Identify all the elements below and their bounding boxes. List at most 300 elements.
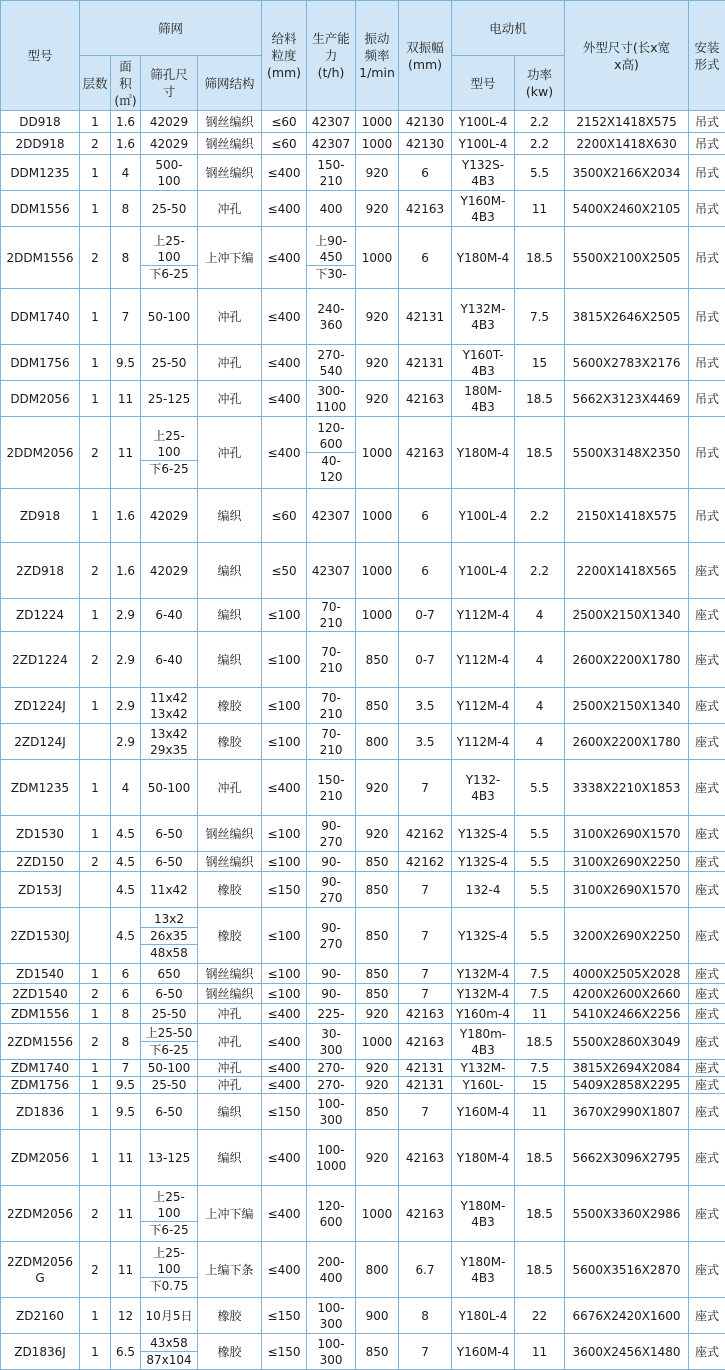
row-motor-power: 18.5 bbox=[515, 417, 565, 489]
row-capacity: 70- 210 bbox=[307, 632, 356, 688]
row-frequency: 850 bbox=[356, 632, 399, 688]
row-capacity-part: 120- 600 bbox=[317, 421, 345, 451]
row-model: ZD1836 bbox=[1, 1094, 80, 1130]
row-capacity: 30- 300 bbox=[307, 1024, 356, 1060]
row-motor-model: Y132M-4 bbox=[452, 984, 515, 1004]
col-header-capacity: 生产能 力 (t/h) bbox=[307, 1, 356, 111]
row-frequency: 1000 bbox=[356, 227, 399, 289]
row-frequency: 1000 bbox=[356, 489, 399, 543]
table-row bbox=[1, 1130, 725, 1186]
row-dimensions: 5400X2460X2105 bbox=[565, 191, 689, 227]
row-feed-size: ≤100 bbox=[262, 908, 307, 964]
row-model: ZDM2056 bbox=[1, 1130, 80, 1186]
row-install: 座式 bbox=[689, 632, 725, 688]
row-feed-size: ≤400 bbox=[262, 381, 307, 417]
row-install: 吊式 bbox=[689, 489, 725, 543]
row-capacity: 70- 210 bbox=[307, 688, 356, 724]
row-structure: 编织 bbox=[198, 599, 262, 632]
row-amplitude: 42162 bbox=[399, 816, 452, 852]
row-frequency: 850 bbox=[356, 1094, 399, 1130]
row-dimensions: 5410X2466X2256 bbox=[565, 1004, 689, 1024]
row-motor-model: Y160M- 4B3 bbox=[452, 191, 515, 227]
row-capacity: 100- 300 bbox=[307, 1298, 356, 1334]
row-motor-power: 2.2 bbox=[515, 489, 565, 543]
row-structure: 冲孔 bbox=[198, 345, 262, 381]
row-frequency: 920 bbox=[356, 289, 399, 345]
row-install: 吊式 bbox=[689, 133, 725, 155]
row-feed-size: ≤400 bbox=[262, 155, 307, 191]
row-area: 6 bbox=[111, 984, 141, 1004]
row-structure: 橡胶 bbox=[198, 1334, 262, 1370]
row-structure: 钢丝编织 bbox=[198, 852, 262, 872]
row-layers: 1 bbox=[80, 1334, 111, 1370]
table-row bbox=[1, 1077, 725, 1094]
row-area: 9.5 bbox=[111, 1077, 141, 1094]
row-motor-power: 4 bbox=[515, 599, 565, 632]
table-row bbox=[1, 381, 725, 417]
row-capacity: 270- bbox=[307, 1077, 356, 1094]
table-row bbox=[1, 688, 725, 724]
row-motor-power: 7.5 bbox=[515, 289, 565, 345]
row-feed-size: ≤400 bbox=[262, 417, 307, 489]
row-layers: 2 bbox=[80, 1024, 111, 1060]
row-capacity: 70- 210 bbox=[307, 724, 356, 760]
row-motor-power: 2.2 bbox=[515, 111, 565, 133]
table-row bbox=[1, 908, 725, 964]
row-motor-model: Y132M- bbox=[452, 1060, 515, 1077]
row-hole-size-part: 48x58 bbox=[141, 944, 197, 961]
row-layers: 1 bbox=[80, 599, 111, 632]
row-amplitude: 42163 bbox=[399, 1024, 452, 1060]
row-feed-size: ≤100 bbox=[262, 724, 307, 760]
row-area: 8 bbox=[111, 191, 141, 227]
row-dimensions: 2600X2200X1780 bbox=[565, 724, 689, 760]
row-install: 吊式 bbox=[689, 289, 725, 345]
row-structure: 冲孔 bbox=[198, 191, 262, 227]
row-dimensions: 2600X2200X1780 bbox=[565, 632, 689, 688]
row-hole-size: 6-40 bbox=[141, 599, 198, 632]
table-row bbox=[1, 1004, 725, 1024]
row-layers: 2 bbox=[80, 852, 111, 872]
row-amplitude: 6 bbox=[399, 155, 452, 191]
row-motor-model: Y160T- 4B3 bbox=[452, 345, 515, 381]
row-motor-model: Y180M- 4B3 bbox=[452, 1186, 515, 1242]
row-install: 座式 bbox=[689, 543, 725, 599]
row-motor-power: 15 bbox=[515, 1077, 565, 1094]
row-frequency: 920 bbox=[356, 1130, 399, 1186]
table-row bbox=[1, 133, 725, 155]
table-row bbox=[1, 417, 725, 489]
row-dimensions: 3200X2690X2250 bbox=[565, 908, 689, 964]
row-model: ZD1530 bbox=[1, 816, 80, 852]
row-install: 座式 bbox=[689, 1298, 725, 1334]
row-feed-size: ≤400 bbox=[262, 227, 307, 289]
row-layers: 2 bbox=[80, 417, 111, 489]
row-feed-size: ≤400 bbox=[262, 289, 307, 345]
col-header-motor: 电动机 bbox=[452, 1, 565, 56]
row-motor-model: Y112M-4 bbox=[452, 599, 515, 632]
row-capacity: 225- bbox=[307, 1004, 356, 1024]
row-dimensions: 4000X2505X2028 bbox=[565, 964, 689, 984]
row-feed-size: ≤400 bbox=[262, 1242, 307, 1298]
row-capacity: 120- 600 bbox=[307, 1186, 356, 1242]
row-area: 1.6 bbox=[111, 489, 141, 543]
row-feed-size: ≤60 bbox=[262, 489, 307, 543]
row-layers: 2 bbox=[80, 1242, 111, 1298]
row-motor-power: 11 bbox=[515, 1334, 565, 1370]
row-feed-size: ≤100 bbox=[262, 852, 307, 872]
row-feed-size: ≤60 bbox=[262, 133, 307, 155]
row-capacity: 240- 360 bbox=[307, 289, 356, 345]
row-hole-size bbox=[141, 417, 198, 489]
row-layers: 1 bbox=[80, 381, 111, 417]
col-header-structure: 筛网结构 bbox=[198, 56, 262, 111]
row-amplitude: 42130 bbox=[399, 111, 452, 133]
row-capacity: 90- bbox=[307, 852, 356, 872]
row-motor-power: 11 bbox=[515, 191, 565, 227]
row-area: 7 bbox=[111, 289, 141, 345]
col-header-feed-size: 给料 粒度 (mm) bbox=[262, 1, 307, 111]
row-motor-power: 18.5 bbox=[515, 381, 565, 417]
row-area: 2.9 bbox=[111, 688, 141, 724]
row-motor-model: Y132S- 4B3 bbox=[452, 155, 515, 191]
row-structure: 编织 bbox=[198, 1094, 262, 1130]
row-layers: 2 bbox=[80, 984, 111, 1004]
table-row bbox=[1, 1024, 725, 1060]
row-hole-size bbox=[141, 227, 198, 289]
row-amplitude: 42163 bbox=[399, 1130, 452, 1186]
row-feed-size: ≤400 bbox=[262, 1186, 307, 1242]
row-install: 吊式 bbox=[689, 191, 725, 227]
row-layers: 1 bbox=[80, 111, 111, 133]
row-layers: 1 bbox=[80, 489, 111, 543]
row-install: 座式 bbox=[689, 1186, 725, 1242]
row-feed-size: ≤100 bbox=[262, 984, 307, 1004]
row-amplitude: 42162 bbox=[399, 852, 452, 872]
row-frequency: 1000 bbox=[356, 133, 399, 155]
row-amplitude: 0-7 bbox=[399, 599, 452, 632]
row-dimensions: 2200X1418X630 bbox=[565, 133, 689, 155]
row-model: ZD153J bbox=[1, 872, 80, 908]
row-model: ZD1224J bbox=[1, 688, 80, 724]
row-area: 7 bbox=[111, 1060, 141, 1077]
row-amplitude: 7 bbox=[399, 964, 452, 984]
row-area: 11 bbox=[111, 381, 141, 417]
row-hole-size: 11x42 bbox=[141, 872, 198, 908]
row-area: 4.5 bbox=[111, 872, 141, 908]
row-frequency: 900 bbox=[356, 1298, 399, 1334]
row-install: 吊式 bbox=[689, 381, 725, 417]
row-model: 2ZDM1556 bbox=[1, 1024, 80, 1060]
row-model: 2ZD1540 bbox=[1, 984, 80, 1004]
row-structure: 冲孔 bbox=[198, 1004, 262, 1024]
col-header-area: 面 积 (㎡) bbox=[111, 56, 141, 111]
row-feed-size: ≤400 bbox=[262, 1004, 307, 1024]
row-motor-model: Y180M-4 bbox=[452, 227, 515, 289]
row-dimensions: 5409X2858X2295 bbox=[565, 1077, 689, 1094]
row-model: 2DDM2056 bbox=[1, 417, 80, 489]
row-structure: 橡胶 bbox=[198, 1298, 262, 1334]
row-model: ZDM1740 bbox=[1, 1060, 80, 1077]
row-model: ZD1540 bbox=[1, 964, 80, 984]
row-area: 2.9 bbox=[111, 599, 141, 632]
row-model: ZDM1756 bbox=[1, 1077, 80, 1094]
row-layers: 1 bbox=[80, 191, 111, 227]
row-frequency: 1000 bbox=[356, 417, 399, 489]
row-motor-power: 18.5 bbox=[515, 1130, 565, 1186]
row-amplitude: 42163 bbox=[399, 417, 452, 489]
row-model: ZDM1556 bbox=[1, 1004, 80, 1024]
row-amplitude: 42131 bbox=[399, 1060, 452, 1077]
row-capacity: 400 bbox=[307, 191, 356, 227]
row-model: ZD2160 bbox=[1, 1298, 80, 1334]
row-dimensions: 2152X1418X575 bbox=[565, 111, 689, 133]
row-motor-power: 5.5 bbox=[515, 816, 565, 852]
row-frequency: 1000 bbox=[356, 543, 399, 599]
row-capacity bbox=[307, 417, 356, 489]
row-amplitude: 6 bbox=[399, 227, 452, 289]
row-hole-size: 6-50 bbox=[141, 984, 198, 1004]
row-model: 2ZD150 bbox=[1, 852, 80, 872]
row-motor-power: 7.5 bbox=[515, 984, 565, 1004]
row-layers bbox=[80, 908, 111, 964]
row-feed-size: ≤100 bbox=[262, 688, 307, 724]
row-motor-model: Y132S-4 bbox=[452, 908, 515, 964]
row-structure: 钢丝编织 bbox=[198, 133, 262, 155]
row-model: ZD918 bbox=[1, 489, 80, 543]
row-hole-size: 11x42 13x42 bbox=[141, 688, 198, 724]
row-motor-power: 18.5 bbox=[515, 227, 565, 289]
row-install: 吊式 bbox=[689, 227, 725, 289]
row-frequency: 850 bbox=[356, 1334, 399, 1370]
row-hole-size bbox=[141, 1334, 198, 1370]
row-motor-power: 11 bbox=[515, 1004, 565, 1024]
row-motor-power: 5.5 bbox=[515, 760, 565, 816]
row-motor-power: 4 bbox=[515, 688, 565, 724]
row-hole-size: 25-125 bbox=[141, 381, 198, 417]
row-area: 1.6 bbox=[111, 111, 141, 133]
row-capacity: 270- bbox=[307, 1060, 356, 1077]
row-amplitude: 42163 bbox=[399, 191, 452, 227]
row-motor-model: Y180M-4 bbox=[452, 417, 515, 489]
row-frequency: 850 bbox=[356, 688, 399, 724]
row-motor-model: Y180L-4 bbox=[452, 1298, 515, 1334]
row-frequency: 920 bbox=[356, 760, 399, 816]
row-hole-size: 50-100 bbox=[141, 289, 198, 345]
row-layers bbox=[80, 724, 111, 760]
row-area: 6.5 bbox=[111, 1334, 141, 1370]
row-frequency: 920 bbox=[356, 345, 399, 381]
row-motor-power: 11 bbox=[515, 1094, 565, 1130]
row-structure: 冲孔 bbox=[198, 1024, 262, 1060]
row-hole-size-part: 13x2 bbox=[153, 911, 184, 926]
row-model: DDM1740 bbox=[1, 289, 80, 345]
table-row bbox=[1, 984, 725, 1004]
row-model: 2DDM1556 bbox=[1, 227, 80, 289]
row-install: 座式 bbox=[689, 852, 725, 872]
table-row bbox=[1, 345, 725, 381]
row-area: 11 bbox=[111, 417, 141, 489]
row-hole-size: 6-50 bbox=[141, 852, 198, 872]
row-hole-size-part: 87x104 bbox=[141, 1351, 197, 1368]
row-amplitude: 7 bbox=[399, 872, 452, 908]
table-row bbox=[1, 1186, 725, 1242]
row-frequency: 920 bbox=[356, 1060, 399, 1077]
row-hole-size: 42029 bbox=[141, 111, 198, 133]
row-motor-power: 18.5 bbox=[515, 1024, 565, 1060]
row-hole-size-part: 下6-25 bbox=[141, 460, 197, 477]
row-hole-size: 42029 bbox=[141, 133, 198, 155]
col-header-amplitude: 双振幅 (mm) bbox=[399, 1, 452, 111]
row-model: 2ZD1530J bbox=[1, 908, 80, 964]
row-install: 座式 bbox=[689, 1130, 725, 1186]
row-motor-model: 132-4 bbox=[452, 872, 515, 908]
row-install: 座式 bbox=[689, 1094, 725, 1130]
table-row bbox=[1, 760, 725, 816]
row-amplitude: 3.5 bbox=[399, 688, 452, 724]
row-structure: 上冲下编 bbox=[198, 1186, 262, 1242]
row-dimensions: 3100X2690X2250 bbox=[565, 852, 689, 872]
row-capacity: 90- 270 bbox=[307, 872, 356, 908]
row-motor-model: Y132M- 4B3 bbox=[452, 289, 515, 345]
row-hole-size-part: 上25- 100 bbox=[153, 1246, 185, 1276]
row-motor-model: Y132S-4 bbox=[452, 852, 515, 872]
row-feed-size: ≤100 bbox=[262, 964, 307, 984]
row-feed-size: ≤400 bbox=[262, 191, 307, 227]
row-frequency: 920 bbox=[356, 1077, 399, 1094]
row-dimensions: 5500X3148X2350 bbox=[565, 417, 689, 489]
row-motor-power: 18.5 bbox=[515, 1242, 565, 1298]
table-row bbox=[1, 872, 725, 908]
row-hole-size: 42029 bbox=[141, 489, 198, 543]
row-install: 座式 bbox=[689, 964, 725, 984]
row-structure: 冲孔 bbox=[198, 417, 262, 489]
table-body bbox=[1, 111, 725, 1370]
row-frequency: 850 bbox=[356, 908, 399, 964]
table-row bbox=[1, 1094, 725, 1130]
table-row bbox=[1, 816, 725, 852]
row-hole-size bbox=[141, 1186, 198, 1242]
row-frequency: 920 bbox=[356, 381, 399, 417]
row-amplitude: 7 bbox=[399, 1334, 452, 1370]
table-row bbox=[1, 227, 725, 289]
row-layers: 2 bbox=[80, 543, 111, 599]
row-amplitude: 8 bbox=[399, 1298, 452, 1334]
row-motor-model: Y160L- bbox=[452, 1077, 515, 1094]
row-amplitude: 42131 bbox=[399, 345, 452, 381]
row-capacity: 42307 bbox=[307, 133, 356, 155]
row-structure: 冲孔 bbox=[198, 289, 262, 345]
table-row bbox=[1, 852, 725, 872]
row-motor-power: 15 bbox=[515, 345, 565, 381]
row-motor-model: Y100L-4 bbox=[452, 543, 515, 599]
row-structure: 钢丝编织 bbox=[198, 111, 262, 133]
col-header-dimensions: 外型尺寸(长x宽 x高) bbox=[565, 1, 689, 111]
row-capacity: 270- 540 bbox=[307, 345, 356, 381]
row-dimensions: 3338X2210X1853 bbox=[565, 760, 689, 816]
row-area: 2.9 bbox=[111, 724, 141, 760]
row-layers: 1 bbox=[80, 688, 111, 724]
row-structure: 上冲下编 bbox=[198, 227, 262, 289]
row-hole-size: 42029 bbox=[141, 543, 198, 599]
col-header-screen: 筛网 bbox=[80, 1, 262, 56]
row-motor-model: Y112M-4 bbox=[452, 688, 515, 724]
row-structure: 冲孔 bbox=[198, 760, 262, 816]
row-feed-size: ≤50 bbox=[262, 543, 307, 599]
row-structure: 编织 bbox=[198, 632, 262, 688]
row-motor-power: 5.5 bbox=[515, 852, 565, 872]
row-area: 4.5 bbox=[111, 908, 141, 964]
row-structure: 橡胶 bbox=[198, 688, 262, 724]
row-dimensions: 5500X3360X2986 bbox=[565, 1186, 689, 1242]
row-install: 座式 bbox=[689, 760, 725, 816]
table-row bbox=[1, 1242, 725, 1298]
row-hole-size-part: 上25- 100 bbox=[153, 234, 185, 264]
row-layers: 1 bbox=[80, 964, 111, 984]
row-frequency: 1000 bbox=[356, 111, 399, 133]
row-capacity: 90- bbox=[307, 964, 356, 984]
row-motor-model: Y180M-4 bbox=[452, 1130, 515, 1186]
col-header-motor-power: 功率 (kw) bbox=[515, 56, 565, 111]
row-layers: 2 bbox=[80, 133, 111, 155]
row-layers: 1 bbox=[80, 1077, 111, 1094]
row-model: DDM1756 bbox=[1, 345, 80, 381]
row-amplitude: 7 bbox=[399, 760, 452, 816]
row-amplitude: 7 bbox=[399, 984, 452, 1004]
row-dimensions: 3500X2166X2034 bbox=[565, 155, 689, 191]
row-capacity-part: 40- 120 bbox=[307, 452, 355, 485]
row-amplitude: 42131 bbox=[399, 1077, 452, 1094]
row-motor-model: Y180m- 4B3 bbox=[452, 1024, 515, 1060]
row-area: 12 bbox=[111, 1298, 141, 1334]
row-layers: 1 bbox=[80, 345, 111, 381]
row-area: 4.5 bbox=[111, 852, 141, 872]
row-layers: 1 bbox=[80, 1060, 111, 1077]
row-area: 8 bbox=[111, 227, 141, 289]
row-model: DDM1556 bbox=[1, 191, 80, 227]
row-install: 座式 bbox=[689, 908, 725, 964]
row-dimensions: 2150X1418X575 bbox=[565, 489, 689, 543]
row-structure: 橡胶 bbox=[198, 724, 262, 760]
row-layers: 2 bbox=[80, 1186, 111, 1242]
table-row bbox=[1, 543, 725, 599]
row-model: ZD1224 bbox=[1, 599, 80, 632]
row-hole-size: 25-50 bbox=[141, 1004, 198, 1024]
row-amplitude: 42130 bbox=[399, 133, 452, 155]
row-install: 座式 bbox=[689, 1004, 725, 1024]
row-feed-size: ≤150 bbox=[262, 872, 307, 908]
row-hole-size: 50-100 bbox=[141, 1060, 198, 1077]
row-motor-power: 4 bbox=[515, 724, 565, 760]
row-model: ZDM1235 bbox=[1, 760, 80, 816]
row-structure: 橡胶 bbox=[198, 872, 262, 908]
row-motor-model: Y112M-4 bbox=[452, 632, 515, 688]
row-structure: 编织 bbox=[198, 489, 262, 543]
row-install: 座式 bbox=[689, 1334, 725, 1370]
row-frequency: 800 bbox=[356, 724, 399, 760]
row-structure: 上编下条 bbox=[198, 1242, 262, 1298]
row-dimensions: 3815X2646X2505 bbox=[565, 289, 689, 345]
row-install: 座式 bbox=[689, 1024, 725, 1060]
row-hole-size: 500- 100 bbox=[141, 155, 198, 191]
row-hole-size-part: 下6-25 bbox=[141, 1221, 197, 1238]
row-dimensions: 5500X2100X2505 bbox=[565, 227, 689, 289]
row-capacity bbox=[307, 227, 356, 289]
row-hole-size: 25-50 bbox=[141, 345, 198, 381]
row-amplitude: 42131 bbox=[399, 289, 452, 345]
row-feed-size: ≤400 bbox=[262, 1077, 307, 1094]
row-hole-size: 6-50 bbox=[141, 1094, 198, 1130]
